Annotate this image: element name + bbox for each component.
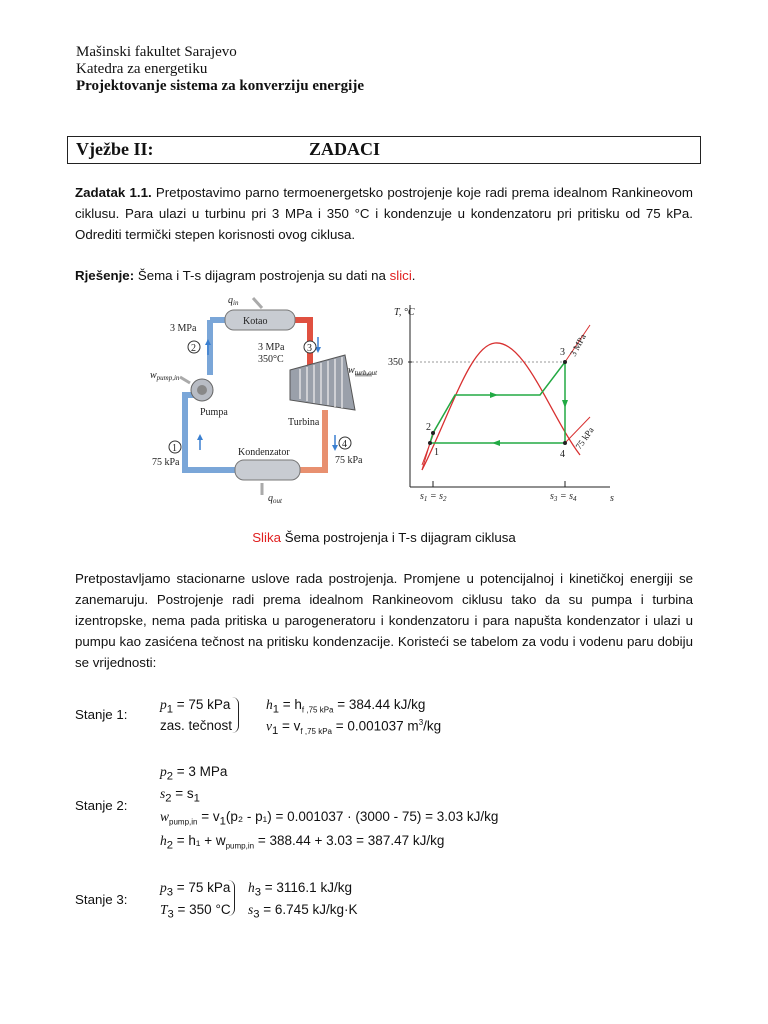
state-3-temperature: $T_3 = 350$ °C: [160, 902, 231, 921]
state-2-label: Stanje 2:: [75, 798, 128, 813]
svg-text:s3 = s4: $s_3 = s_4$: [550, 491, 577, 503]
svg-text:s: s: [610, 493, 614, 504]
svg-text:75 kPa: 75 kPa: [152, 457, 180, 468]
svg-text:T, °C: T, °C: [394, 307, 415, 318]
state-3-label: Stanje 3:: [75, 892, 128, 907]
state-1-pressure: $p_1 = 75$ kPa: [160, 697, 231, 716]
svg-text:Pumpa: Pumpa: [200, 407, 228, 418]
state-1-volume: $v_1 = v_{f ,75 kPa} = 0.001037$ $m^3/kg$: [266, 718, 442, 738]
task-paragraph: [75, 182, 693, 245]
state-3-pressure: $p_3 = 75$ kPa: [160, 880, 231, 899]
state-1-phase: zas. tečnost: [160, 718, 233, 733]
svg-text:350°C: 350°C: [258, 354, 284, 365]
state-3-entropy: $s_3 = 6.745$ kJ/kg·K: [248, 902, 358, 921]
plant-schematic: [150, 295, 378, 505]
task-label: Zadatak 1.1.: [75, 185, 152, 200]
svg-text:3: 3: [307, 343, 312, 354]
state-1-label: Stanje 1:: [75, 707, 128, 722]
svg-text:2: 2: [426, 422, 431, 433]
svg-text:qin: $q_{in}$: [228, 295, 239, 307]
state-2-enthalpy: $h_2 = h_1 + w_{pump,in} = 388.44 + 3.03 = 387.47$ kJ/kg: [160, 833, 445, 852]
svg-text:wpump,in: $w_{pump,in}$: [150, 370, 180, 382]
svg-text:75 kPa: 75 kPa: [335, 455, 363, 466]
svg-text:1: 1: [172, 443, 177, 454]
task-text: Pretpostavimo parno termoenergetsko postrojenje koje radi prema idealnom Rankineovom ciklusu. Para ulazi u turbinu pri 3 MPa i 350 °C i kondenzuje u kondenzatoru pri pritisku od 75 kPa. Odrediti termički stepen korisnosti ovog ciklusa.: [75, 185, 693, 242]
svg-text:1: 1: [434, 447, 439, 458]
svg-text:3 MPa: 3 MPa: [567, 332, 588, 358]
solution-label: Rješenje:: [75, 268, 135, 283]
svg-text:4: 4: [342, 439, 347, 450]
state-2-entropy: $s_2 = s_1$: [160, 786, 200, 805]
department-name: Katedra za energetiku: [76, 61, 208, 77]
solution-line: Rješenje: Šema i T-s dijagram postrojenja su dati na slici.: [75, 268, 416, 283]
state-2-pressure: $p_2 = 3$ MPa: [160, 764, 228, 783]
state-1-enthalpy: $h_1 = h_{f ,75 kPa} = 384.44$ kJ/kg: [266, 697, 426, 716]
brace: [228, 880, 235, 916]
solution-text: Šema i T-s dijagram postrojenja su dati na: [134, 268, 390, 283]
svg-text:350: 350: [388, 357, 403, 368]
caption-label: Slika: [252, 530, 282, 545]
figure-caption: Slika Šema postrojenja i T-s dijagram ciklusa: [252, 530, 516, 545]
rankine-cycle: [430, 362, 565, 443]
figure-link[interactable]: slici: [389, 268, 412, 283]
svg-text:3 MPa: 3 MPa: [170, 323, 197, 334]
course-name: Projektovanje sistema za konverziju energije: [76, 78, 364, 94]
svg-text:s1 = s2: $s_1 = s_2$: [420, 491, 447, 503]
svg-text:75 kPa: 75 kPa: [573, 425, 596, 452]
svg-text:wturb,out: $w_{turb,out}$: [348, 365, 378, 377]
svg-text:3: 3: [560, 347, 565, 358]
svg-text:Turbina: Turbina: [288, 417, 320, 428]
condenser: [235, 460, 300, 480]
figure: [150, 295, 620, 510]
title-box: [67, 136, 701, 164]
state-3-enthalpy: $h_3 = 3116.1$ kJ/kg: [248, 880, 352, 899]
svg-text:qout: $q_{out}$: [268, 493, 282, 505]
assumptions-paragraph: Pretpostavljamo stacionarne uslove rada postrojenja. Promjene u potencijalnoj i kinetičkoj energiji se zanemaruju. Postrojenje radi prema idealnom Rankineovom ciklusu tako da su pumpa i turbina izentropske, nema pada pritiska u parogeneratoru i kondenzatoru i para napušta kondenzator i ulazi u pumpu kao zasićena tečnost na pritisku kondenzacije. Koristeći se tabelom za vodu i vodenu paru dobiju se vrijednosti:: [75, 571, 693, 670]
svg-text:Kotao: Kotao: [243, 316, 268, 327]
title-exercise: Vježbe II:: [76, 139, 154, 159]
document-header: [76, 44, 364, 95]
svg-text:4: 4: [560, 449, 565, 460]
heat-in-arrow: [253, 298, 262, 308]
faculty-name: Mašinski fakultet Sarajevo: [76, 44, 237, 60]
brace: [232, 697, 239, 733]
svg-text:2: 2: [191, 343, 196, 354]
state-2-pump-work: $w_{pump,in} = v_1(p_2 - p_1) = 0.001037 \cdot (3000 - 75) = 3.03$ kJ/kg: [160, 809, 499, 828]
title-tasks: ZADACI: [309, 139, 381, 159]
ts-diagram: [388, 305, 614, 504]
svg-text:3 MPa: 3 MPa: [258, 342, 285, 353]
svg-text:Kondenzator: Kondenzator: [238, 447, 290, 458]
